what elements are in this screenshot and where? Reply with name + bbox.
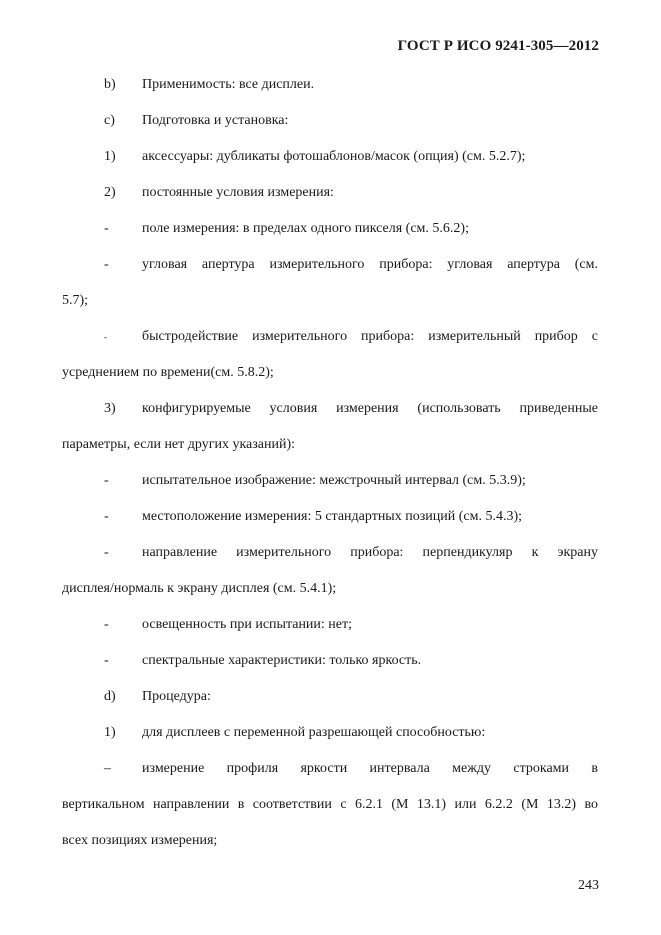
list-item [62,651,598,671]
list-marker: d) [104,689,116,704]
list-item [62,183,598,203]
list-item [62,687,598,707]
list-item-text: испытательное изображение: межстрочный интервал (см. 5.3.9); [142,473,526,488]
list-item [62,759,598,779]
list-item-text: постоянные условия измерения: [142,185,334,200]
continuation-text: 5.7); [62,293,89,308]
list-item-text: местоположение измерения: 5 стандартных позиций (см. 5.4.3); [142,509,522,524]
list-item [62,723,598,743]
continuation-line [62,579,598,599]
list-item [62,543,598,563]
document-header: ГОСТ Р ИСО 9241-305—2012 [397,38,599,54]
list-marker: – [104,761,111,776]
list-item [62,507,598,527]
continuation-text: всех позициях измерения; [62,833,218,848]
list-item [62,399,598,419]
list-item [62,75,598,95]
list-item-text: быстродействие измерительного прибора: измерительный прибор с [142,329,598,344]
list-item-text: спектральные характеристики: только яркость. [142,653,422,668]
list-marker: - [104,221,109,236]
list-item [62,147,598,167]
list-marker: - [104,509,109,524]
list-item-text: для дисплеев с переменной разрешающей способностью: [142,725,486,740]
continuation-line [62,831,598,851]
list-item [62,255,598,275]
list-marker: - [104,332,107,342]
list-item-text: поле измерения: в пределах одного пикселя (см. 5.6.2); [142,221,469,236]
list-marker: 3) [104,401,116,416]
list-item [62,219,598,239]
list-marker: - [104,617,109,632]
list-marker: - [104,473,109,488]
list-item [62,327,598,347]
list-item [62,615,598,635]
list-item-text: освещенность при испытании: нет; [142,617,353,632]
list-item-text: угловая апертура измерительного прибора: угловая апертура (см. [142,257,598,272]
list-item [62,111,598,131]
list-marker: - [104,545,109,560]
list-item-text: Применимость: все дисплеи. [142,77,315,92]
list-item-text: Подготовка и установка: [142,113,289,128]
list-marker: - [104,653,109,668]
continuation-line [62,291,598,311]
list-marker: c) [104,113,115,128]
continuation-text: вертикальном направлении в соответствии с 6.2.1 (М 13.1) или 6.2.2 (М 13.2) во [62,797,598,812]
list-item-text: Процедура: [142,689,211,704]
list-item-text: направление измерительного прибора: перпендикуляр к экрану [142,545,598,560]
list-marker: 1) [104,149,116,164]
continuation-text: дисплея/нормаль к экрану дисплея (см. 5.4.1); [62,581,337,596]
continuation-line [62,363,598,383]
list-marker: b) [104,77,116,92]
continuation-text: усреднением по времени(см. 5.8.2); [62,365,274,380]
list-marker: 2) [104,185,116,200]
list-marker: 1) [104,725,116,740]
page-number: 243 [578,878,599,893]
continuation-line [62,435,598,455]
continuation-line [62,795,598,815]
list-item [62,471,598,491]
list-item-text: аксессуары: дубликаты фотошаблонов/масок (опция) (см. 5.2.7); [142,149,526,164]
continuation-text: параметры, если нет других указаний): [62,437,296,452]
list-item-text: измерение профиля яркости интервала между строками в [142,761,598,776]
list-marker: - [104,257,109,272]
list-item-text: конфигурируемые условия измерения (использовать приведенные [142,401,598,416]
